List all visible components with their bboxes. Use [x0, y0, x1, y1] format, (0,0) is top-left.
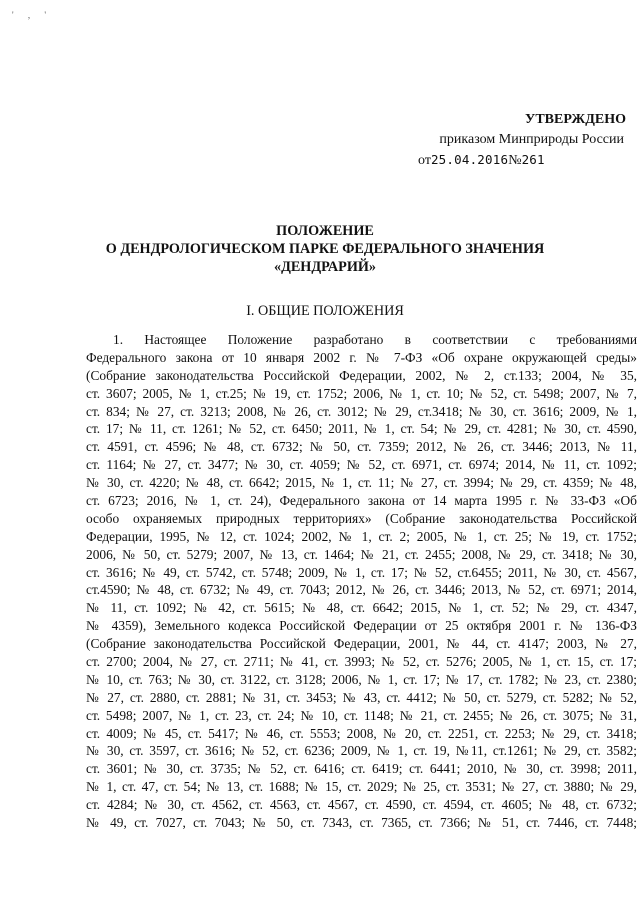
approval-block — [418, 110, 630, 171]
paragraph-line: особо охраняемых природных территориях» (Собрание законодательства Российской — [86, 510, 637, 526]
section-heading: I. ОБЩИЕ ПОЛОЖЕНИЯ — [246, 303, 404, 319]
paragraph-line: Федерального закона от 10 января 2002 г. № 7-ФЗ «Об охране окружающей среды» — [86, 349, 637, 365]
paragraph-line: 1. Настоящее Положение разработано в соответствии с требованиями — [113, 332, 637, 347]
paragraph-line: ст. 4284; № 30, ст. 4562, ст. 4563, ст. 4567, ст. 4590, ст. 4594, ст. 4605; № 48, ст. 6732; — [86, 797, 637, 813]
scan-marks: ' , ' — [12, 10, 52, 20]
title-line-3: «ДЕНДРАРИЙ» — [273, 259, 377, 275]
approval-title: УТВЕРЖДЕНО — [525, 112, 626, 127]
paragraph-line: (Собрание законодательства Российской Федерации, 2002, № 2, ст.133; 2004, № 35, — [86, 367, 637, 383]
paragraph-line: ст. 4591, ст. 4596; № 48, ст. 6732; № 50, ст. 7359; 2012, № 26, ст. 3446; 2013, № 11, — [86, 439, 637, 455]
paragraph-line: № 49, ст. 7027, ст. 7043; № 50, ст. 7343, ст. 7365, ст. 7366; № 51, ст. 7446, ст. 7448; — [86, 815, 637, 831]
paragraph-line: 2006, № 50, ст. 5279; 2007, № 13, ст. 1464; № 21, ст. 2455; 2008, № 29, ст. 3418; № 30, — [86, 546, 637, 562]
paragraph-line: ст. 17; № 11, ст. 1261; № 52, ст. 6450; 2011, № 1, ст. 54; № 29, ст. 4281; № 30, ст. 4590, — [86, 421, 637, 437]
paragraph-line: ст. 3616; № 49, ст. 5742, ст. 5748; 2009, № 1, ст. 17; № 52, ст.6455; 2011, № 30, ст. 4567, — [86, 564, 637, 580]
paragraph-line: ст. 5498; 2007, № 1, ст. 23, ст. 24; № 10, ст. 1148; № 21, ст. 2455; № 26, ст. 3075; № 31, — [86, 707, 637, 723]
paragraph-line: № 10, ст. 763; № 30, ст. 3122, ст. 3128; 2006, № 1, ст. 17; № 17, ст. 1782; № 23, ст. 2380; — [86, 671, 637, 687]
paragraph-line: Федерации, 1995, № 12, ст. 1024; 2002, № 1, ст. 2; 2005, № 1, ст. 25; № 19, ст. 1752; — [86, 528, 637, 544]
paragraph-line: № 1, ст. 47, ст. 54; № 13, ст. 1688; № 15, ст. 2029; № 25, ст. 3531; № 27, ст. 3880; № 29, — [86, 779, 637, 795]
approval-date-line — [418, 150, 630, 171]
paragraph-line: № 27, ст. 2880, ст. 2881; № 31, ст. 3453; № 43, ст. 4412; № 50, ст. 5279, ст. 5282; № 52, — [86, 689, 637, 705]
paragraph-line: ст. 1164; № 27, ст. 3477; № 30, ст. 4059; № 52, ст. 6971, ст. 6974; 2014, № 11, ст. 1092; — [86, 457, 637, 473]
paragraph-line: № 11, ст. 1092; № 42, ст. 5615; № 48, ст. 6642; 2015, № 1, ст. 52; № 29, ст. 4347, — [86, 600, 637, 616]
document-title — [60, 222, 590, 276]
approval-number-prefix: № — [508, 153, 522, 168]
approval-date-stamp: 25.04.2016 — [430, 152, 509, 167]
paragraph-line: ст. 4009; № 45, ст. 5417; № 46, ст. 5553; 2008, № 20, ст. 2251, ст. 2253; № 29, ст. 3418; — [86, 725, 637, 741]
paragraph-1 — [86, 331, 637, 832]
title-line-2: О ДЕНДРОЛОГИЧЕСКОМ ПАРКЕ ФЕДЕРАЛЬНОГО ЗНАЧЕНИЯ — [105, 241, 545, 257]
approval-number-stamp: 261 — [521, 152, 545, 167]
approval-date-prefix: от — [418, 153, 431, 168]
title-line-1: ПОЛОЖЕНИЕ — [276, 223, 374, 239]
paragraph-line: ст.4590; № 48, ст. 6732; № 49, ст. 7043; 2012, № 26, ст. 3446; 2013, № 52, ст. 6971; 2014, — [86, 582, 637, 598]
paragraph-line: ст. 2700; 2004, № 27, ст. 2711; № 41, ст. 3993; № 52, ст. 5276; 2005, № 1, ст. 15, ст. 17; — [86, 654, 637, 670]
paragraph-line: № 30, ст. 4220; № 48, ст. 6642; 2015, № 1, ст. 11; № 27, ст. 3994; № 29, ст. 4359; № 48, — [86, 475, 637, 491]
paragraph-line: (Собрание законодательства Российской Федерации, 2001, № 44, ст. 4147; 2003, № 27, — [86, 636, 637, 652]
paragraph-line: № 30, ст. 3597, ст. 3616; № 52, ст. 6236; 2009, № 1, ст. 19, №11, ст.1261; № 29, ст. 3582; — [86, 743, 637, 759]
paragraph-line: ст. 834; № 27, ст. 3213; 2008, № 26, ст. 3012; № 29, ст.3418; № 30, ст. 3616; 2009, № 1, — [86, 403, 637, 419]
paragraph-line: ст. 3601; № 30, ст. 3735; № 52, ст. 6416; ст. 6419; ст. 6441; 2010, № 30, ст. 3998; 2011, — [86, 761, 637, 777]
paragraph-line: ст. 6723; 2016, № 1, ст. 24), Федерального закона от 14 марта 1995 г. № 33-ФЗ «Об — [86, 493, 637, 509]
approval-order-line: приказом Минприроды России — [439, 132, 624, 147]
paragraph-line: ст. 3607; 2005, № 1, ст.25; № 19, ст. 1752; 2006, № 1, ст. 10; № 52, ст. 5498; 2007, № 7, — [86, 385, 637, 401]
paragraph-line: № 4359), Земельного кодекса Российской Федерации от 25 октября 2001 г. № 136-ФЗ — [86, 618, 637, 634]
